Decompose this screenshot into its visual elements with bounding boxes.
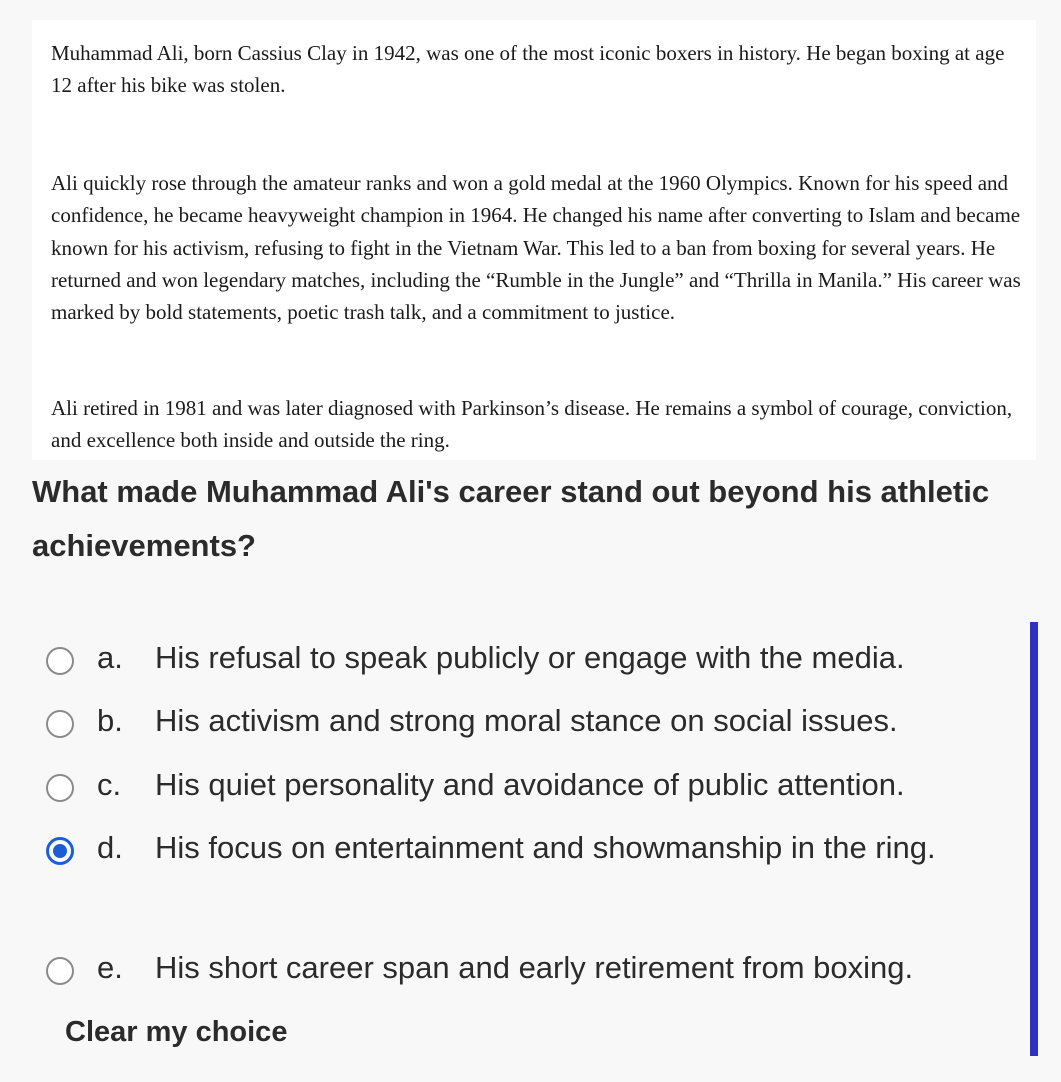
option-letter: b.: [97, 703, 123, 738]
option-letter: c.: [97, 767, 122, 802]
option-letter: a.: [97, 640, 123, 675]
reading-passage: [32, 20, 1036, 460]
option-c[interactable]: [44, 753, 1024, 807]
option-d[interactable]: [44, 816, 1024, 928]
radio-button-b[interactable]: [46, 710, 74, 738]
option-letter: d.: [97, 830, 123, 865]
radio-button-a[interactable]: [46, 647, 74, 675]
radio-button-e[interactable]: [46, 957, 74, 985]
option-label[interactable]: His refusal to speak publicly or engage with the media.: [155, 640, 905, 675]
radio-button-c[interactable]: [46, 774, 74, 802]
question-text: What made Muhammad Ali's career stand out beyond his athletic achievements?: [32, 474, 990, 563]
option-label[interactable]: His short career span and early retirement from boxing.: [155, 950, 914, 985]
radio-button-d-selected[interactable]: [46, 837, 74, 865]
passage-paragraph-1: Muhammad Ali, born Cassius Clay in 1942, was one of the most iconic boxers in history. He began boxing at age 12 after his bike was stolen.: [51, 41, 1005, 98]
option-a[interactable]: [44, 626, 1024, 680]
clear-choice-link[interactable]: Clear my choice: [65, 1016, 288, 1048]
passage-paragraph-2: Ali quickly rose through the amateur ranks and won a gold medal at the 1960 Olympics. Known for his speed and confidence, he became heavyweight champion in 1964. He changed his name after converting to Islam and became known for his activism, refusing to fight in the Vietnam War. This led to a ban from boxing for several years. He returned and won legendary matches, including the “Rumble in the Jungle” and “Thrilla in Manila.” His career was marked by bold statements, poetic trash talk, and a commitment to justice.: [51, 171, 1021, 325]
passage-paragraph-3: Ali retired in 1981 and was later diagnosed with Parkinson’s disease. He remains a symbol of courage, conviction, and excellence both inside and outside the ring.: [51, 396, 1013, 453]
option-e[interactable]: [44, 936, 1024, 990]
option-label[interactable]: His quiet personality and avoidance of public attention.: [155, 767, 905, 802]
option-letter: e.: [97, 950, 123, 985]
option-label[interactable]: His activism and strong moral stance on social issues.: [155, 703, 898, 738]
option-label[interactable]: His focus on entertainment and showmanship in the ring.: [155, 830, 936, 865]
option-b[interactable]: [44, 689, 1024, 743]
